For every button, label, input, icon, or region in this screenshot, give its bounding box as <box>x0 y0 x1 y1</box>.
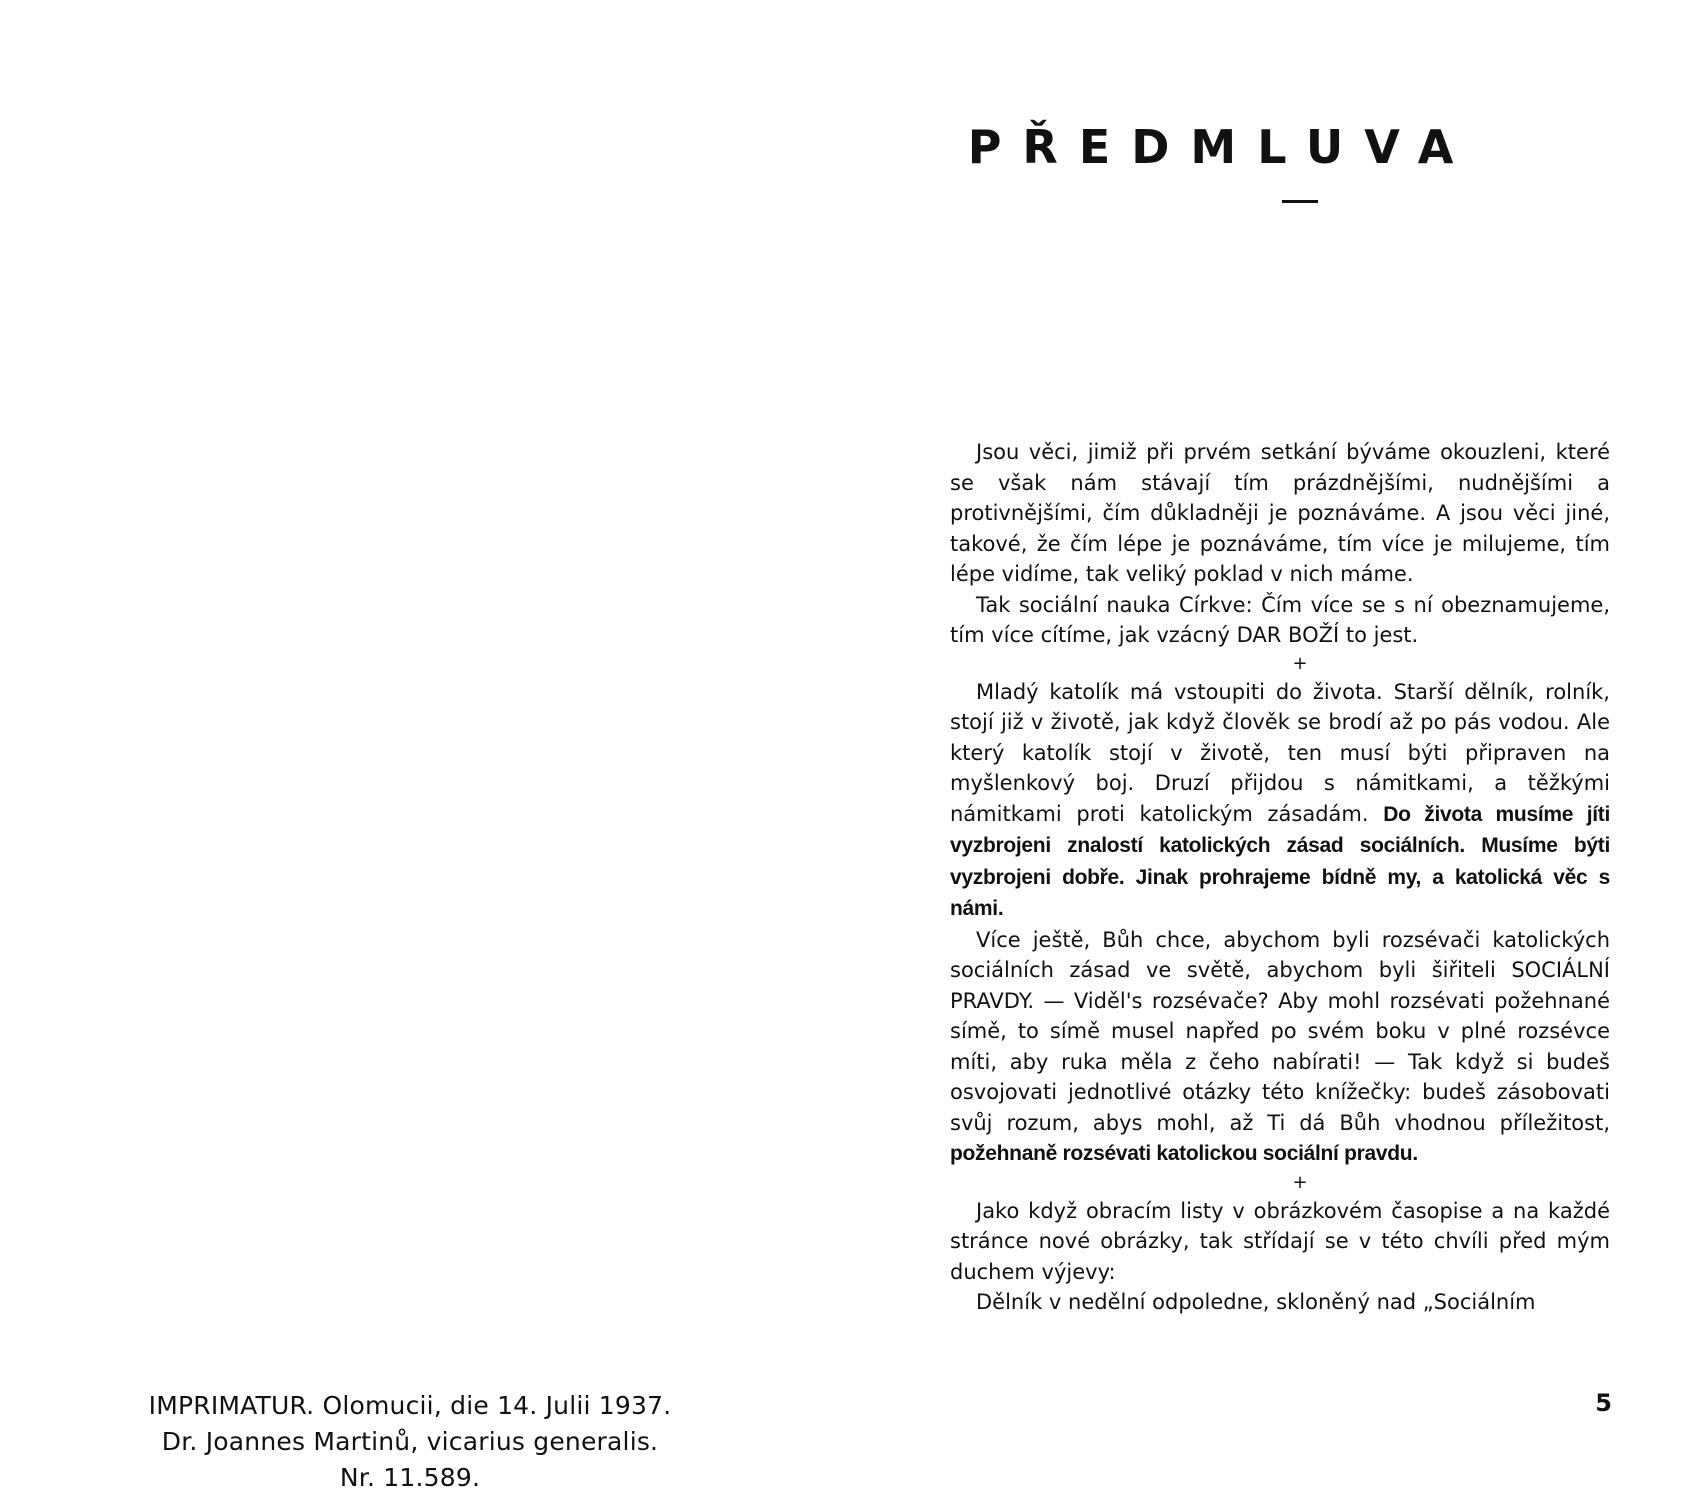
page-title: PŘEDMLUVA <box>967 120 1475 174</box>
paragraph-6: Dělník v nedělní odpoledne, skloněný nad „Sociálním <box>976 1290 1536 1314</box>
paragraph-3-emphasis: Do života musíme jíti vyzbrojeni znalostí katolických zásad sociálních. Musíme býti vyzbrojeni dobře. Jinak prohrajeme bídně my, a katolická věc s námi. <box>950 802 1611 920</box>
preface-body <box>950 437 1610 1318</box>
paragraph-2: Tak sociální nauka Církve: Čím více se s ní obeznamujeme, tím více cítíme, jak vzácný DAR BOŽÍ to jest. <box>950 592 1610 647</box>
imprimatur-line-2: Dr. Joannes Martinů, vicarius generalis. <box>161 1427 659 1456</box>
imprimatur-line-3: Nr. 11.589. <box>339 1463 481 1492</box>
paragraph-3-text: Mladý katolík má vstoupiti do života. Starší dělník, rolník, stojí již v životě, jak když člověk se brodí až po pás vodou. Ale který katolík stojí v životě, ten musí býti připraven na myšlenkový boj. Druzí přijdou s námitkami, a těžkými námitkami proti katolickým zásadám. <box>950 679 1610 826</box>
page-number: 5 <box>1595 1389 1612 1417</box>
paragraph-1: Jsou věci, jimiž při prvém setkání býváme okouzleni, které se však nám stávají tím prázdnějšími, nudnějšími a protivnějšími, čím důkladněji je poznáváme. A jsou věci jiné, takové, že čím lépe je poznáváme, tím více je milujeme, tím lépe vidíme, tak veliký poklad v nich máme. <box>950 440 1610 586</box>
paragraph-5: Jako když obracím listy v obrázkovém časopise a na každé stránce nové obrázky, tak střídají se v této chvíli před mým duchem výjevy: <box>950 1198 1610 1284</box>
paragraph-3 <box>950 677 1610 925</box>
cross-separator-1: + <box>1292 652 1308 674</box>
imprimatur-block <box>60 1388 760 1496</box>
paragraph-4 <box>950 925 1610 1170</box>
cross-separator-2: + <box>1292 1171 1308 1193</box>
right-page <box>846 0 1692 1500</box>
imprimatur-line-1: IMPRIMATUR. Olomucii, die 14. Julii 1937. <box>148 1391 672 1420</box>
paragraph-4-text: Více ještě, Bůh chce, abychom byli rozsévači katolických sociálních zásad ve světě, abychom byli šiřiteli SOCIÁLNÍ PRAVDY. — Viděl's rozsévače? Aby mohl rozsévati požehnané símě, to símě musel napřed po svém boku v plné rozsévce míti, aby ruka měla z čeho nabírati! — Tak když si budeš osvojovati jednotlivé otázky této knížečky: budeš zásobovati svůj rozum, abys mohl, až Ti dá Bůh vhodnou příležitost, <box>950 927 1610 1135</box>
paragraph-4-emphasis: požehnaně rozsévati katolickou sociální pravdu. <box>950 1142 1418 1165</box>
title-dash-divider <box>1282 200 1318 203</box>
